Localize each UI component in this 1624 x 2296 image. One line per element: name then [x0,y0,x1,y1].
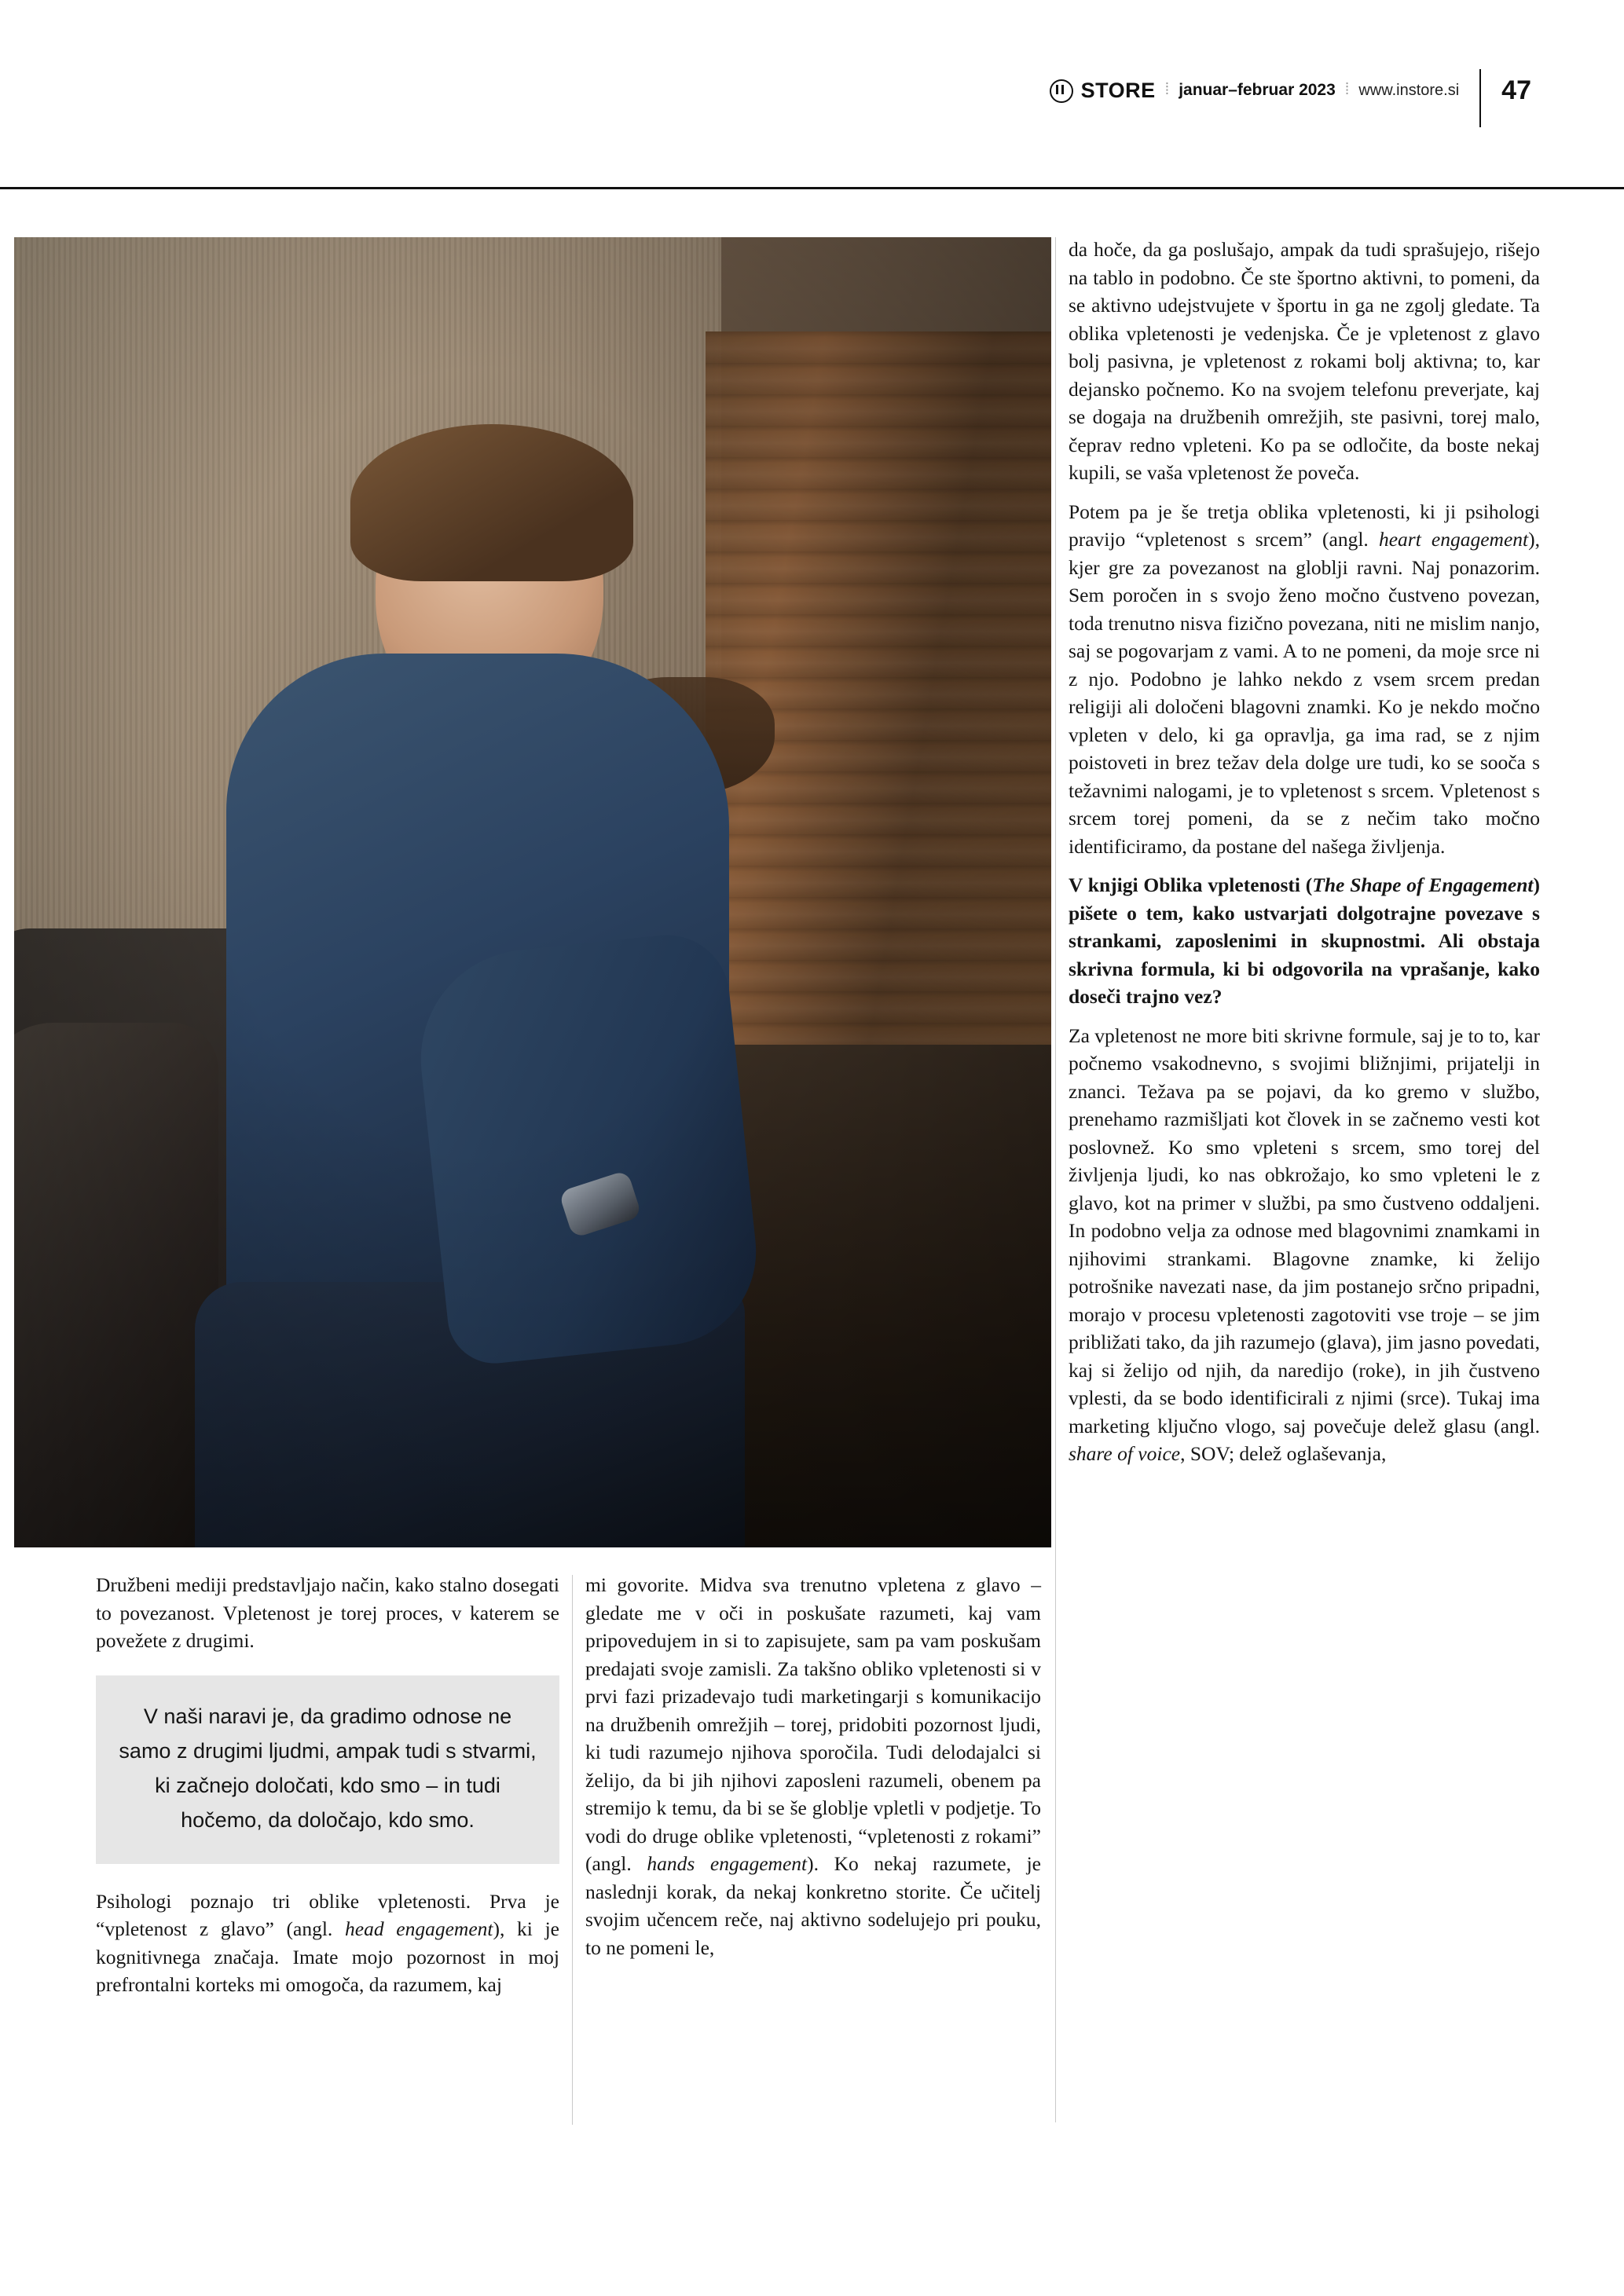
header-separator-2: ⁞ [1344,80,1350,98]
paragraph: mi govorite. Midva sva trenutno vpletena z glavo – gledate me v oči in poskušate razumeti, kaj vam pripovedujem in si to zapisujete, sam pa vam poskušam predajati svoje zamisli. Za takšno obliko vpletenosti si v prvi fazi prizadevajo tudi marketingarji s komunikacijo na družbenih omrežjih – torej, pridobiti pozornost ljudi, ki tudi razumejo njihova sporočila. Tudi delodajalci si želijo, da bi jih njihovi zaposleni razumeli, obenem pa stremijo k temu, da bi se še globlje vpletli v podjetje. To vodi do druge oblike vpletenosti, “vpletenosti z rokami” (angl. hands engagement). Ko nekaj razumete, je naslednji korak, da nekaj konkretno storite. Če učitelj svojim učencem reče, naj aktivno sodelujejo pri pouku, to ne pomeni le, [585,1573,1041,1959]
header-bottom-rule [0,187,1624,189]
interview-question: V knjigi Oblika vpletenosti (The Shape of Engagement) pišete o tem, kako ustvarjati dolgotrajne povezave s strankami, zaposlenimi in skupnostmi. Ali obstaja skrivna formula, ki bi odgovorila na vprašanje, kako doseči trajno vez? [1069,873,1540,1008]
text-column-right [1069,236,1540,1479]
brand-name: STORE [1080,78,1156,102]
website-url: www.instore.si [1358,81,1460,99]
text-column-left [96,1571,559,2010]
header-separator-1: ⁞ [1164,80,1170,98]
paragraph: Družbeni mediji predstavljajo način, kako stalno dosegati to povezanost. Vpletenost je torej proces, v katerem se povežete z drugimi. [96,1573,559,1652]
photo-vignette [14,237,1051,1547]
text-column-middle [585,1571,1041,1972]
page-header [0,61,1624,108]
header-divider [1479,69,1481,127]
page-number: 47 [1501,75,1531,105]
column-divider-left [572,1575,573,2125]
pull-quote [96,1675,559,1864]
column-divider-right [1055,237,1056,2122]
paragraph: Za vpletenost ne more biti skrivne formule, saj je to to, kar počnemo vsakodnevno, s svojimi bližnjimi, prijatelji in znanci. Težava pa se pojavi, da ko gremo v službo, prenehamo razmišljati kot človek in se začnemo vesti kot poslovnež. Ko smo vpleteni s srcem, smo torej del življenja ljudi, ko nas obkrožajo, ko smo vpleteni le z glavo, kot na primer v službi, pa smo čustveno oddaljeni. In podobno velja za odnose med blagovnimi znamkami in njihovimi strankami. Blagovne znamke, ki želijo potrošnike navezati nase, da jim postanejo srčno pripadni, morajo v procesu vpletenosti zagotoviti vse troje – se jim približati tako, da jih razumejo (glava), jim jasno povedati, kaj si želijo od njih, da naredijo (roke), in jih čustveno vplesti, da se bodo identificirali z njimi (srce). Tukaj ima marketing ključno vlogo, saj povečuje delež glasu (angl. share of voice, SOV; delež oglaševanja, [1069,1023,1540,1465]
in-store-logo-icon [1050,79,1073,103]
paragraph: Psihologi poznajo tri oblike vpletenosti. Prva je “vpletenost z glavo” (angl. head engagement), ki je kognitivnega značaja. Imate mojo pozornost in moj prefrontalni korteks mi omogoča, da razumem, kaj [96,1889,559,1996]
issue-date: januar–februar 2023 [1179,81,1336,99]
header-inner [1050,61,1531,119]
paragraph: Potem pa je še tretja oblika vpletenosti, ki ji psihologi pravijo “vpletenost s srcem” (angl. heart engagement), kjer gre za povezanost na globlji ravni. Naj ponazorim. Sem poročen in s svojo ženo močno čustveno povezan, toda trenutno nisva fizično povezana, niti ne mislim nanjo, saj se pogovarjam z vami. A to ne pomeni, da moje srce ni z njo. Podobno je lahko nekdo z vsem srcem predan religiji ali določeni blagovni znamki. Ko je nekdo močno vpleten v delo, ki ga opravlja, ga ima rad, se z njim poistoveti in brez težav dela dolge ure tudi, ko se sooča s težavnimi nalogami, je to vpletenost s srcem. Vpletenost s srcem torej pomeni, da se z nečim tako močno identificiramo, da postane del našega življenja. [1069,500,1540,858]
article-photo [14,237,1051,1547]
paragraph: da hoče, da ga poslušajo, ampak da tudi sprašujejo, rišejo na tablo in podobno. Če ste športno aktivni, to pomeni, da se aktivno udejstvujete v športu in ga ne zgolj gledate. Ta oblika vpletenosti je vedenjska. Če je vpletenost z glavo bolj pasivna, je vpletenost z rokami bolj aktivna; to, kar dejansko počnemo. Ko na svojem telefonu preverjate, kaj se dogaja na družbenih omrežjih, ste pasivni, torej malo, čeprav redno vpleteni. Ko pa se odločite, da boste nekaj kupili, se vaša vpletenost že poveča. [1069,238,1540,484]
pull-quote-text: V naši naravi je, da gradimo odnose ne samo z drugimi ljudmi, ampak tudi s stvarmi, ki začnejo določati, kdo smo – in tudi hočemo, da določajo, kdo smo. [119,1704,537,1832]
